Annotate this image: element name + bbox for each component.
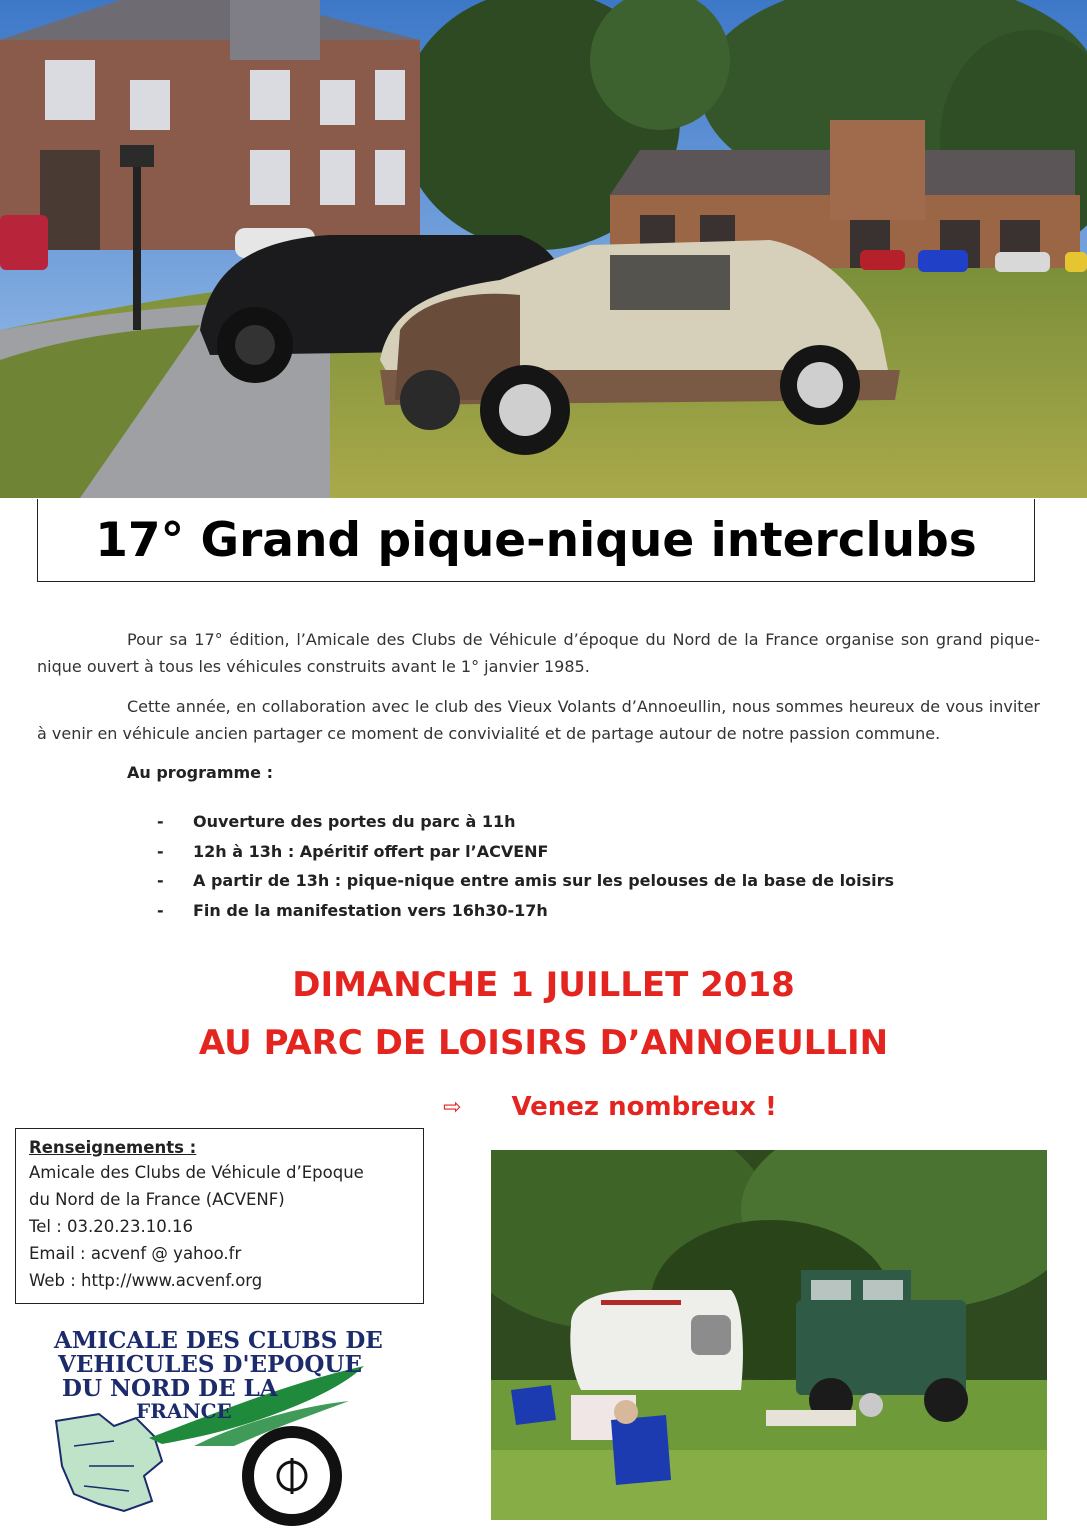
intro-text-2: Cette année, en collaboration avec le club des Vieux Volants d’Annoeullin, nous sommes heureux de vous inviter à venir en véhicule ancien partager ce moment de convivialité et de partage autour de notre passion commune.: [37, 697, 1040, 743]
program-item: - Ouverture des portes du parc à 11h: [157, 812, 516, 831]
call-to-action: [443, 1092, 777, 1122]
logo-line-1: AMICALE DES CLUBS DE: [54, 1327, 383, 1354]
info-box: [15, 1128, 424, 1304]
page-title: 17° Grand pique-nique interclubs: [95, 512, 977, 568]
info-email: Email : acvenf @ yahoo.fr: [29, 1244, 242, 1263]
vintage-cars-photo: [0, 0, 1087, 498]
intro-text-1: Pour sa 17° édition, l’Amicale des Clubs de Véhicule d’époque du Nord de la France organise son grand pique-nique ouvert à tous les véhicules construits avant le 1° janvier 1985.: [37, 630, 1040, 676]
cta-text: Venez nombreux !: [511, 1092, 777, 1122]
picnic-photo: [491, 1150, 1047, 1520]
acvenf-logo-graphic: [44, 1326, 384, 1526]
info-org-line1: Amicale des Clubs de Véhicule d’Epoque: [29, 1163, 364, 1182]
program-list: [157, 807, 894, 925]
logo-line-3: DU NORD DE LA: [62, 1375, 278, 1402]
info-tel: Tel : 03.20.23.10.16: [29, 1217, 194, 1236]
logo-line-2: VEHICULES D'EPOQUE: [58, 1351, 363, 1378]
info-org-line2: du Nord de la France (ACVENF): [29, 1190, 285, 1209]
program-item: - 12h à 13h : Apéritif offert par l’ACVENF: [157, 841, 549, 861]
acvenf-logo: [44, 1326, 384, 1526]
program-item: - Fin de la manifestation vers 16h30-17h: [157, 900, 548, 920]
info-heading: Renseignements :: [29, 1138, 197, 1157]
program-heading: Au programme :: [127, 763, 273, 782]
event-place: AU PARC DE LOISIRS D’ANNOEULLIN: [198, 1023, 889, 1063]
hero-photo: [0, 0, 1087, 498]
logo-line-4: FRANCE: [136, 1399, 232, 1423]
program-item: - A partir de 13h : pique-nique entre amis sur les pelouses de la base de loisirs: [157, 871, 895, 890]
arrow-right-icon: ⇨: [443, 1094, 462, 1120]
info-web: Web : http://www.acvenf.org: [29, 1271, 263, 1290]
caravan-picnic-photo: [491, 1150, 1047, 1520]
intro-paragraph-2: [37, 693, 1040, 747]
intro-paragraph-1: [37, 626, 1040, 680]
title-box: [37, 499, 1035, 582]
event-date: DIMANCHE 1 JUILLET 2018: [292, 965, 795, 1005]
